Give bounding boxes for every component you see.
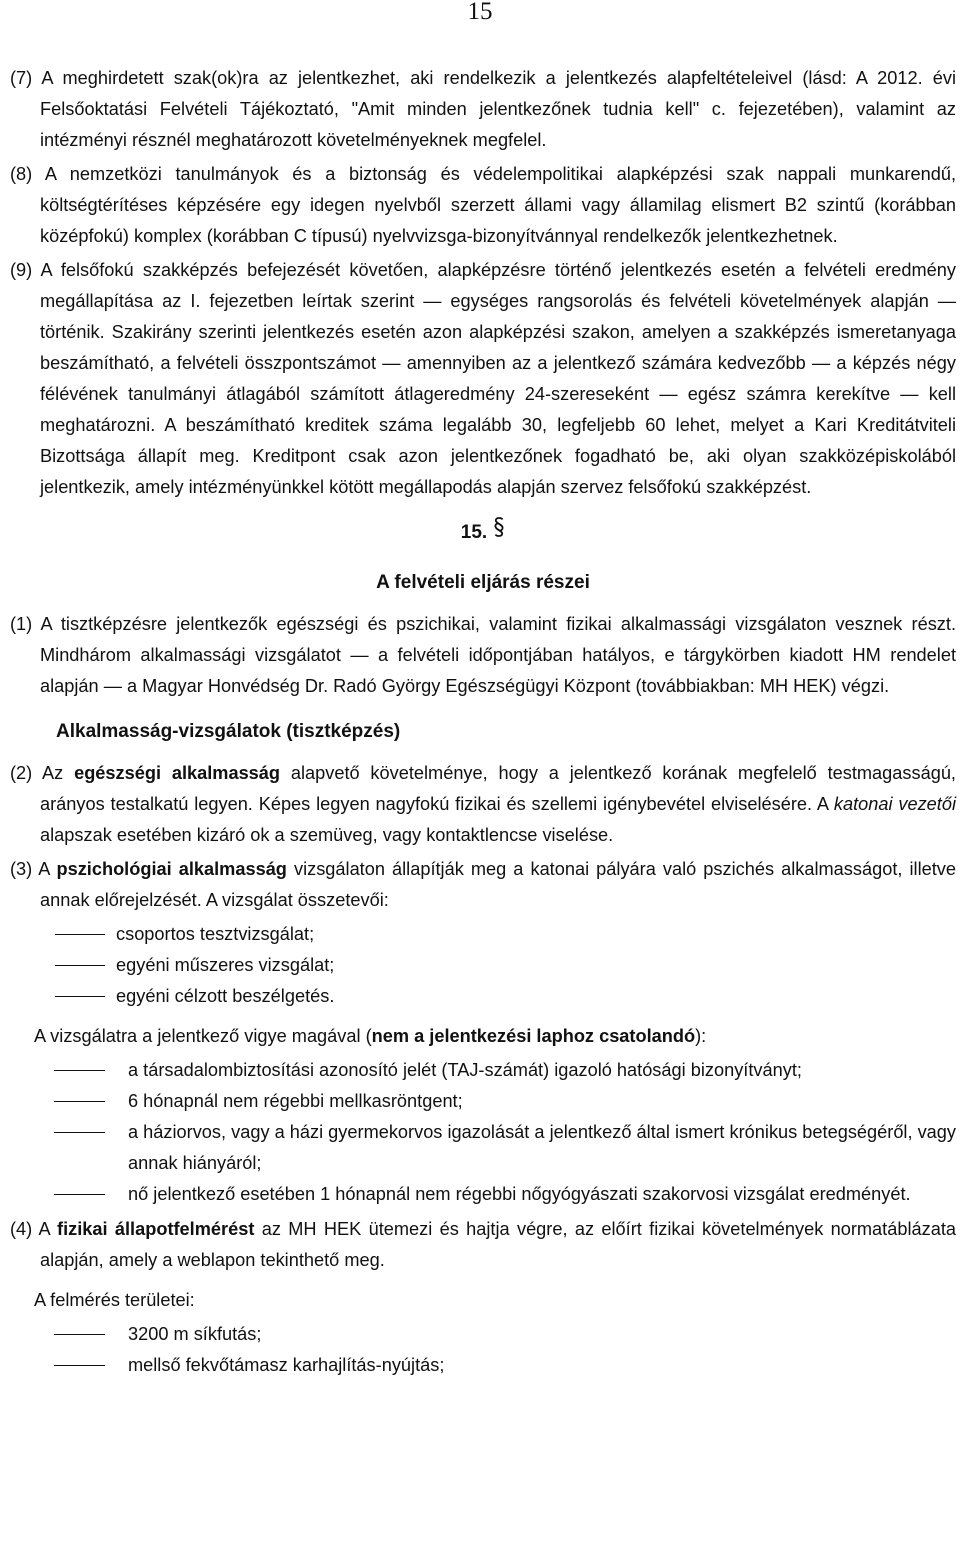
s2-italic: katonai vezetői	[833, 794, 956, 814]
bring-text-c: ):	[695, 1026, 707, 1046]
s3-bold: pszichológiai alkalmasság	[56, 859, 287, 879]
paragraph-9: (9) A felsőfokú szakképzés befejezését követően, alapképzésre történő jelentkezés esetén a felvételi eredmény megállapítása az I. fejezetben leírtak szerint ― egységes rangsorolás és felvételi követelmények alapján ― történik. Szakirány szerinti jelentkezés esetén azon alapképzési szakon, amelyen a szakképzés ismeretanyaga beszámítható, a felvételi összpontszámot ― amennyiben az a jelentkező számára kedvezőbb ― a képzés négy félévének tanulmányi átlagából számított átlageredmény 24-szereseként ― egész számra kerekítve ― kell meghatározni. A beszámítható kreditek száma legalább 30, legfeljebb 60 lehet, melyet a Kari Kreditátviteli Bizottsága állapít meg. Kreditpont csak azon jelentkezőnek fogadható be, aki olyan szakközépiskolából jelentkezik, amely intézményünkkel kötött megállapodás alapján szervez felsőfokú szakképzést.	[10, 260, 956, 497]
paragraph-8: (8) A nemzetközi tanulmányok és a biztonság és védelempolitikai alapképzési szak nappali munkarendű, költségtérítéses képzésére egy idegen nyelvből szerzett állami vagy államilag elismert B2 szintű (korábban középfokú) komplex (korábban C típusú) nyelvvizsga-bizonyítvánnyal rendelkezők jelentkezhetnek.	[10, 164, 956, 246]
list-item: mellső fekvőtámasz karhajlítás-nyújtás;	[10, 1350, 956, 1381]
list-item: a háziorvos, vagy a házi gyermekorvos igazolását a jelentkező által ismert krónikus betegségéről, vagy annak hiányáról;	[10, 1117, 956, 1179]
s4-bold: fizikai állapotfelmérést	[57, 1219, 255, 1239]
components-list	[10, 919, 956, 1012]
list-item: csoportos tesztvizsgálat;	[10, 919, 956, 950]
s2-bold: egészségi alkalmasság	[74, 763, 281, 783]
paragraph-7: (7) A meghirdetett szak(ok)ra az jelentkezhet, aki rendelkezik a jelentkezés alapfeltételeivel (lásd: A 2012. évi Felsőoktatási Felvételi Tájékoztató, "Amit minden jelentkezőnek tudnia kell" c. fejezetében), valamint az intézményi résznél meghatározott követelményeknek megfelel.	[10, 68, 956, 150]
s4-text-c: az MH HEK ütemezi és hajtja végre, az előírt fizikai követelmények normatáblázata alapján, amely a weblapon tekinthető meg.	[40, 1219, 956, 1270]
list-item: a társadalombiztosítási azonosító jelét (TAJ-számát) igazoló hatósági bizonyítványt;	[10, 1055, 956, 1086]
bring-paragraph	[10, 1021, 956, 1052]
section-sign-icon	[493, 516, 505, 548]
section-heading	[10, 516, 956, 548]
paragraph-s2	[10, 758, 956, 851]
s2-text-e: alapszak esetében kizáró ok a szemüveg, vagy kontaktlencse viselése.	[40, 825, 614, 845]
subheading: Alkalmasság-vizsgálatok (tisztképzés)	[56, 721, 401, 742]
page-content	[10, 63, 956, 1385]
list-item: egyéni műszeres vizsgálat;	[10, 950, 956, 981]
s3-text-c: vizsgálaton állapítják meg a katonai pályára való pszichés alkalmasságot, illetve annak előrejelzését. A vizsgálat összetevői:	[40, 859, 956, 910]
bring-list	[10, 1055, 956, 1210]
s4-text-a: (4) A	[10, 1219, 58, 1239]
areas-list	[10, 1319, 956, 1381]
section-number: 15.	[460, 522, 488, 543]
s2-text-c: alapvető követelménye, hogy a jelentkező korának megfelelő testmagasságú, arányos testalkatú legyen. Képes legyen nagyfokú fizikai és szellemi igénybevétel elviselésére. A	[40, 763, 956, 814]
bring-bold: nem a jelentkezési laphoz csatolandó	[371, 1026, 696, 1046]
page-number: 15	[467, 0, 493, 25]
list-item: 6 hónapnál nem régebbi mellkasröntgent;	[10, 1086, 956, 1117]
paragraph-s1: (1) A tisztképzésre jelentkezők egészségi és pszichikai, valamint fizikai alkalmassági vizsgálaton vesznek részt. Mindhárom alkalmassági vizsgálatot ― a felvételi időpontjában hatályos, e tárgykörben kiadott HM rendelet alapján ― a Magyar Honvédség Dr. Radó György Egészségügyi Központ (továbbiakban: MH HEK) végzi.	[10, 614, 956, 696]
bring-text-a: A vizsgálatra a jelentkező vigye magával (	[34, 1026, 372, 1046]
list-item: nő jelentkező esetében 1 hónapnál nem régebbi nőgyógyászati szakorvosi vizsgálat eredményét.	[10, 1179, 956, 1210]
list-item: 3200 m síkfutás;	[10, 1319, 956, 1350]
s3-text-a: (3) A	[10, 859, 57, 879]
areas-label: A felmérés területei:	[34, 1290, 195, 1310]
s2-text-a: (2) Az	[10, 763, 75, 783]
paragraph-s3	[10, 854, 956, 916]
section-title: A felvételi eljárás részei	[376, 572, 590, 593]
list-item: egyéni célzott beszélgetés.	[10, 981, 956, 1012]
paragraph-s4	[10, 1214, 956, 1276]
